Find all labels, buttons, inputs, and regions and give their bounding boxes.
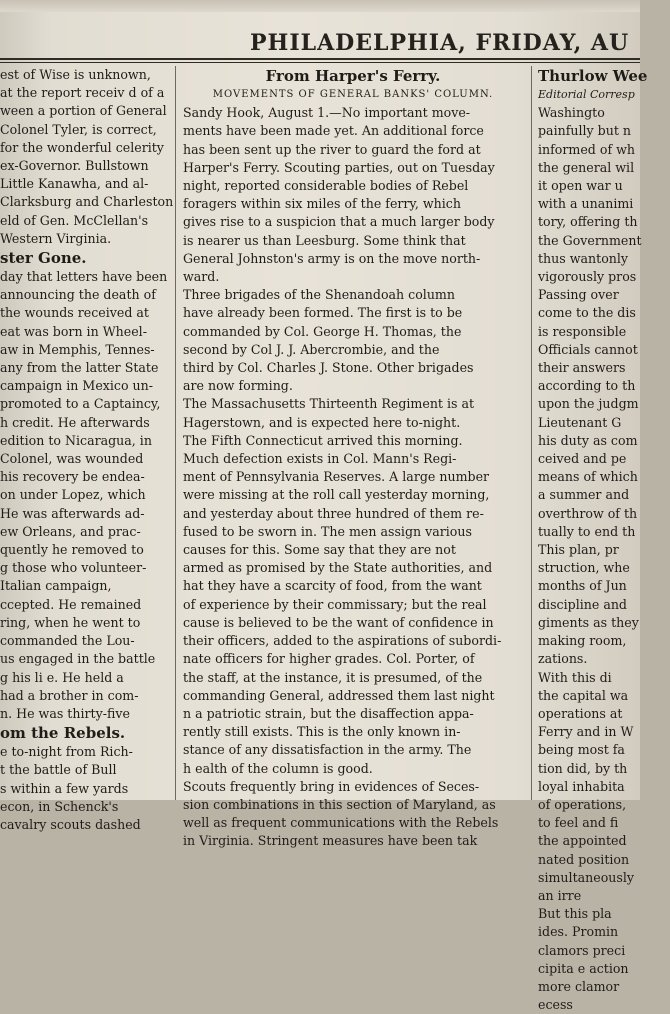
right-column-line: informed of wh [538,141,635,157]
right-column-line: thus wantonly [538,250,629,266]
left-column-line: econ, in Schenck's [0,798,119,814]
right-column-line: operations at [538,705,623,721]
left-column-line: ex-Governor. Bullstown [0,158,149,174]
right-column-line: Lieutenant G [538,414,622,430]
middle-column-line: Scouts frequently bring in evidences of Seces- [183,778,480,794]
left-column-line: for the wonderful celerity [0,139,164,155]
right-column-line: giments as they [538,614,639,630]
middle-column-line: commanded by Col. George H. Thomas, the [183,323,462,339]
article-body [183,104,523,850]
right-column-line: the general wil [538,159,635,175]
middle-column-line: the staff, at the instance, it is presumed, of the [183,669,483,685]
right-column-line: ceived and pe [538,451,627,467]
middle-column-line: is nearer us than Leesburg. Some think that [183,232,466,248]
right-column-line: the Government [538,232,642,248]
right-column [538,66,648,1014]
masthead: PHILADELPHIA, FRIDAY, AU [250,30,630,56]
left-column-line: Western Virginia. [0,230,112,246]
left-column-line: h credit. He afterwards [0,414,150,430]
middle-column-line: has been sent up the river to guard the ford at [183,141,481,157]
left-column-line: est of Wise is unknown, [0,67,151,82]
middle-column-line: ment of Pennsylvania Reserves. A large number [183,469,490,485]
middle-column-line: causes for this. Some say that they are not [183,542,456,558]
middle-column-line: armed as promised by the State authorities, and [183,560,493,576]
middle-column-line: have already been formed. The first is to be [183,305,463,321]
middle-column-line: sion combinations in this section of Maryland, as [183,796,496,812]
middle-column-line: their officers, added to the aspirations of subordi- [183,633,502,649]
middle-column-line: The Massachusetts Thirteenth Regiment is at [183,396,475,412]
left-column-line: Colonel Tyler, is correct, [0,121,157,137]
left-column-line: Little Kanawha, and al- [0,176,149,192]
right-column-line: discipline and [538,596,627,612]
middle-column-line: h ealth of the column is good. [183,760,373,776]
left-column-line: Colonel, was wounded [0,451,144,467]
left-column-line: aw in Memphis, Tennes- [0,341,155,357]
middle-column-line: of experience by their commissary; but the real [183,596,487,612]
right-column-line: Washingto [538,105,605,121]
middle-column-line: Sandy Hook, August 1.—No important move- [183,105,471,121]
column-rule-right [531,66,532,800]
middle-column-line: second by Col J. J. Abercrombie, and the [183,341,440,357]
left-column-line: Clarksburg and Charleston [0,194,174,210]
right-column-line: With this di [538,669,612,685]
left-column-line: announcing the death of [0,287,156,303]
right-column-line: making room, [538,633,627,649]
middle-column-line: ments have been made yet. An additional force [183,123,484,139]
right-column-line: loyal inhabita [538,778,625,794]
left-column-line: cavalry scouts dashed [0,816,141,832]
right-column-line: simultaneously [538,869,635,885]
right-column-line: means of which [538,469,638,485]
right-column-line: Ferry and in W [538,724,634,740]
column-rule-left [175,66,176,800]
middle-column-line: night, reported considerable bodies of Rebel [183,178,469,194]
right-column-line: upon the judgm [538,396,639,412]
middle-column-line: are now forming. [183,378,293,394]
middle-column-line: ward. [183,269,220,285]
right-column-line: This plan, pr [538,542,619,558]
middle-column-line: rently still exists. This is the only known in- [183,724,461,740]
left-column-line: n. He was thirty-five [0,705,130,721]
right-column-line: more clamor [538,978,620,994]
left-column [0,66,174,834]
left-column-line: eat was born in Wheel- [0,323,147,339]
middle-column-line: third by Col. Charles J. Stone. Other brigades [183,360,474,376]
left-column-line: campaign in Mexico un- [0,378,154,394]
right-column-line: cipita e action [538,960,629,976]
middle-column-line: Much defection exists in Col. Mann's Regi- [183,451,457,467]
right-column-line: Passing over [538,287,619,303]
masthead-rule [0,58,640,63]
left-column-line: g his li e. He held a [0,669,124,685]
right-column-line: clamors preci [538,942,626,958]
middle-column-line: hat they have a scarcity of food, from the want [183,578,482,594]
middle-column-line: well as frequent communications with the Rebels [183,815,499,831]
right-column-line: come to the dis [538,305,636,321]
left-column-line: at the report receiv d of a [0,85,165,101]
middle-column-line: and yesterday about three hundred of them re- [183,505,484,521]
right-column-line: But this pla [538,906,612,922]
right-column-line: to feel and fi [538,815,619,831]
middle-column-line: n a patriotic strain, but the disaffection appa- [183,705,474,721]
left-column-subhead: om the Rebels. [0,724,126,743]
article-subheadline: MOVEMENTS OF GENERAL BANKS' COLUMN. [212,89,494,100]
right-column-line: being most fa [538,742,625,758]
right-column-line: months of Jun [538,578,627,594]
right-column-line: overthrow of th [538,505,638,521]
middle-column-line: commanding General, addressed them last night [183,687,495,703]
left-column-line: e to-night from Rich- [0,744,133,760]
left-column-line: us engaged in the battle [0,651,156,667]
middle-column-line: gives rise to a suspicion that a much larger body [183,214,495,230]
left-column-line: ccepted. He remained [0,596,142,612]
middle-column-line: Three brigades of the Shenandoah column [183,287,455,303]
right-column-line: the capital wa [538,687,629,703]
left-column-line: had a brother in com- [0,687,139,703]
left-column-line: s within a few yards [0,780,129,796]
middle-column-line: nate officers for higher grades. Col. Porter, of [183,651,475,667]
left-column-subhead: ster Gone. [0,249,87,268]
left-column-line: g those who volunteer- [0,560,147,576]
middle-column-line: foragers within six miles of the ferry, which [183,196,461,212]
right-column-line: Officials cannot [538,341,638,357]
right-column-line: according to th [538,378,636,394]
left-column-line: promoted to a Captaincy, [0,396,161,412]
left-column-line: his recovery be endea- [0,469,145,485]
middle-column-line: fused to be sworn in. The men assign various [183,523,472,539]
left-column-line: commanded the Lou- [0,633,135,649]
middle-column-line: stance of any dissatisfaction in the army. The [183,742,472,758]
right-column-line: is responsible [538,323,627,339]
left-column-line: quently he removed to [0,542,144,558]
left-column-line: edition to Nicaragua, in [0,432,152,448]
middle-column-line: Harper's Ferry. Scouting parties, out on Tuesday [183,159,495,175]
right-column-line: struction, whe [538,560,630,576]
right-column-line: with a unanimi [538,196,634,212]
article-headline: From Harper's Ferry. [265,67,441,85]
middle-column-line: cause is believed to be the want of confidence in [183,614,494,630]
left-column-line: day that letters have been [0,269,168,285]
left-column-line: the wounds received at [0,305,149,321]
right-column-line: a summer and [538,487,630,503]
middle-column-line: in Virginia. Stringent measures have been tak [183,833,478,849]
right-column-line: ides. Promin [538,924,619,940]
middle-column [183,66,523,851]
left-column-line: He was afterwards ad- [0,505,145,521]
middle-column-line: The Fifth Connecticut arrived this morning. [183,432,463,448]
right-column-line: nated position [538,851,630,867]
right-column-line: tory, offering th [538,214,638,230]
left-column-line: ween a portion of General [0,103,167,119]
left-column-line: on under Lopez, which [0,487,146,503]
right-column-line: their answers [538,360,626,376]
right-column-line: tion did, by th [538,760,628,776]
right-column-line: the appointed [538,833,627,849]
middle-column-line: were missing at the roll call yesterday morning, [183,487,490,503]
left-column-line: ring, when he went to [0,614,141,630]
right-body [538,104,648,1014]
right-column-line: an irre [538,887,582,903]
right-column-line: it open war u [538,178,623,194]
right-column-line: tually to end th [538,523,636,539]
middle-column-line: General Johnston's army is on the move north- [183,250,481,266]
left-column-line: Italian campaign, [0,578,112,594]
right-headline: Thurlow Wee [538,67,648,85]
right-column-line: zations. [538,651,588,667]
page-top-edge [0,0,640,12]
left-column-line: t the battle of Bull [0,762,117,778]
left-column-line: eld of Gen. McClellan's [0,212,149,228]
right-subheadline: Editorial Corresp [538,88,635,101]
right-column-line: ecess [538,997,573,1013]
right-column-line: his duty as com [538,432,638,448]
right-column-line: painfully but n [538,123,632,139]
middle-column-line: Hagerstown, and is expected here to-night. [183,414,461,430]
left-column-line: any from the latter State [0,360,159,376]
left-column-line: ew Orleans, and prac- [0,523,141,539]
right-column-line: of operations, [538,796,627,812]
right-column-line: vigorously pros [538,269,637,285]
